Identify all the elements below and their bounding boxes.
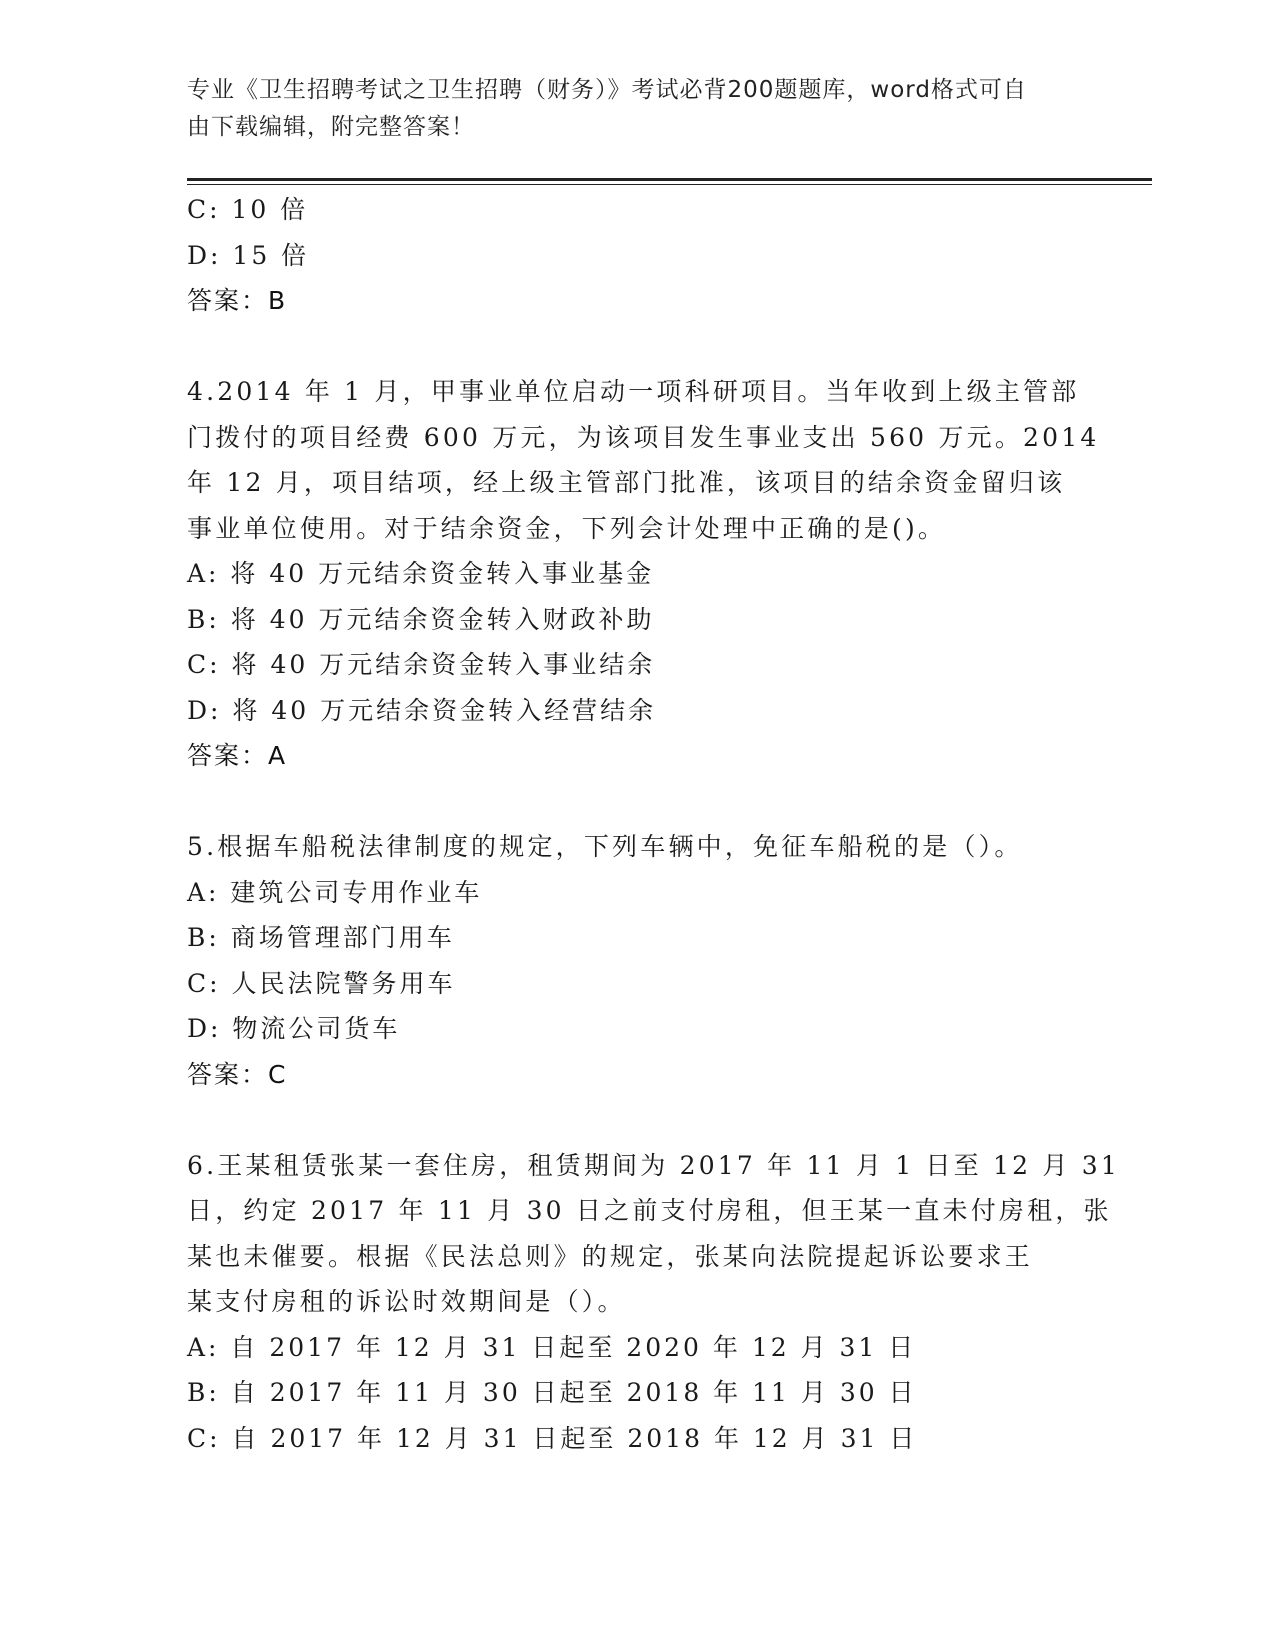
page-header	[187, 72, 1087, 146]
option-a: A: 建筑公司专用作业车	[187, 877, 483, 907]
option-b: B: 将 40 万元结余资金转入财政补助	[187, 604, 655, 634]
stem-line: 年 12 月，项目结项，经上级主管部门批准，该项目的结余资金留归该	[187, 468, 1066, 497]
question-content	[187, 187, 1120, 1461]
header-divider-thick	[187, 178, 1152, 181]
answer-label: 答案：B	[187, 286, 288, 315]
header-title-line-1: 专业《卫生招聘考试之卫生招聘（财务）》考试必背200题题库，word格式可自	[187, 77, 1027, 103]
question-5	[187, 824, 1087, 1097]
stem-line: 6.王某租赁张某一套住房，租赁期间为 2017 年 11 月 1 日至 12 月 31	[187, 1150, 1120, 1180]
spacer	[187, 1097, 1087, 1143]
question-4	[187, 369, 1100, 779]
header-divider-thin	[187, 184, 1152, 185]
question-6	[187, 1143, 1120, 1462]
option-a: A: 将 40 万元结余资金转入事业基金	[187, 559, 655, 588]
option-b: B: 自 2017 年 11 月 30 日起至 2018 年 11 月 30 日	[187, 1378, 917, 1407]
stem-line: 日，约定 2017 年 11 月 30 日之前支付房租，但王某一直未付房租，张	[187, 1196, 1112, 1225]
option-d: D: 物流公司货车	[187, 1014, 401, 1043]
option-d: D: 15 倍	[187, 240, 310, 270]
stem-line: 5.根据车船税法律制度的规定，下列车辆中，免征车船税的是（）。	[187, 832, 1023, 861]
option-a: A: 自 2017 年 12 月 31 日起至 2020 年 12 月 31 日	[187, 1332, 917, 1362]
stem-line: 门拨付的项目经费 600 万元，为该项目发生事业支出 560 万元。2014	[187, 422, 1100, 452]
stem-line: 某也未催要。根据《民法总则》的规定，张某向法院提起诉讼要求王	[187, 1241, 1034, 1271]
option-b: B: 商场管理部门用车	[187, 923, 455, 952]
option-d: D: 将 40 万元结余资金转入经营结余	[187, 695, 657, 725]
option-c: C: 10 倍	[187, 195, 309, 224]
question-3	[187, 187, 1087, 324]
question-stem	[187, 824, 1087, 870]
question-stem	[187, 369, 1100, 551]
option-c: C: 人民法院警务用车	[187, 968, 456, 998]
question-stem	[187, 1143, 1120, 1325]
header-title-line-2: 由下载编辑，附完整答案！	[187, 114, 475, 140]
option-c: C: 自 2017 年 12 月 31 日起至 2018 年 12 月 31 日	[187, 1423, 918, 1453]
spacer	[187, 779, 1087, 825]
stem-line: 某支付房租的诉讼时效期间是（）。	[187, 1287, 626, 1316]
answer-label: 答案：C	[187, 1059, 288, 1089]
option-c: C: 将 40 万元结余资金转入事业结余	[187, 650, 656, 679]
spacer	[187, 324, 1087, 370]
stem-line: 事业单位使用。对于结余资金，下列会计处理中正确的是()。	[187, 513, 947, 543]
answer-label: 答案：A	[187, 741, 288, 770]
stem-line: 4.2014 年 1 月，甲事业单位启动一项科研项目。当年收到上级主管部	[187, 377, 1080, 406]
